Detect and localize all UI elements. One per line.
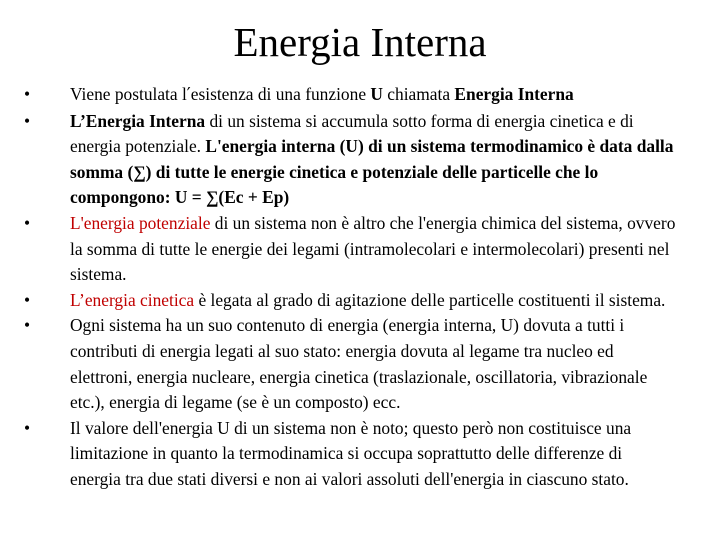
bullet-2-term: L’Energia Interna <box>70 110 206 131</box>
bullet-item-3 <box>24 211 676 288</box>
bullet-1-symbol-u: U <box>370 84 383 104</box>
bullet-6-text: Il valore dell'energia U di un sistema non è noto; questo però non costituisce una limitazione in quanto la termodinamica si occupa soprattutto delle differenze di energia tra due stati diversi e non ai valori assoluti dell'energia in ciascuno stato. <box>70 417 632 489</box>
bullet-list <box>24 82 676 493</box>
bullet-item-1 <box>24 82 676 109</box>
bullet-2-definition: L'energia interna (U) di un sistema termodinamico è data dalla somma (∑) di tutte le energie cinetica e potenziale delle particelle che lo compongono: U = ∑(Ec + Ep) <box>70 136 674 208</box>
bullet-symbol: • <box>24 212 31 233</box>
bullet-item-5 <box>24 313 676 415</box>
bullet-symbol: • <box>24 315 31 336</box>
bullet-5-text: Ogni sistema ha un suo contenuto di energia (energia interna, U) dovuta a tutti i contributi di energia legati al suo stato: energia dovuta al legame tra nucleo ed elettroni, energia nucleare, energia cinetica (traslazionale, oscillatoria, vibrazionale etc.), energia di legame (se è un composto) ecc. <box>70 315 648 413</box>
bullet-symbol: • <box>24 417 31 438</box>
bullet-3-term-energia-potenziale: L'energia potenziale <box>70 212 211 233</box>
bullet-symbol: • <box>24 110 31 131</box>
bullet-1-text-a: Viene postulata l <box>70 84 187 104</box>
bullet-1-text-b: esistenza di una funzione <box>190 84 371 104</box>
bullet-symbol: • <box>24 289 31 310</box>
bullet-1-prime: ′ <box>186 85 191 105</box>
bullet-item-2 <box>24 109 676 211</box>
bullet-2-text: di un sistema si accumula sotto forma di energia cinetica e di energia potenziale. <box>70 110 634 157</box>
bullet-4-term-energia-cinetica: L’energia cinetica <box>70 289 195 310</box>
bullet-symbol: • <box>24 84 31 104</box>
bullet-1-text-c: chiamata <box>382 84 455 104</box>
bullet-item-6 <box>24 416 676 493</box>
bullet-3-text: di un sistema non è altro che l'energia chimica del sistema, ovvero la somma di tutte le energie dei legami (intramolecolari e intermolecolari) presenti nel sistema. <box>70 212 676 285</box>
bullet-1-term-energia-interna: Energia Interna <box>454 84 574 104</box>
slide-title: Energia Interna <box>233 19 487 65</box>
bullet-item-4 <box>24 288 676 314</box>
bullet-4-text: è legata al grado di agitazione delle particelle costituenti il sistema. <box>194 289 666 310</box>
